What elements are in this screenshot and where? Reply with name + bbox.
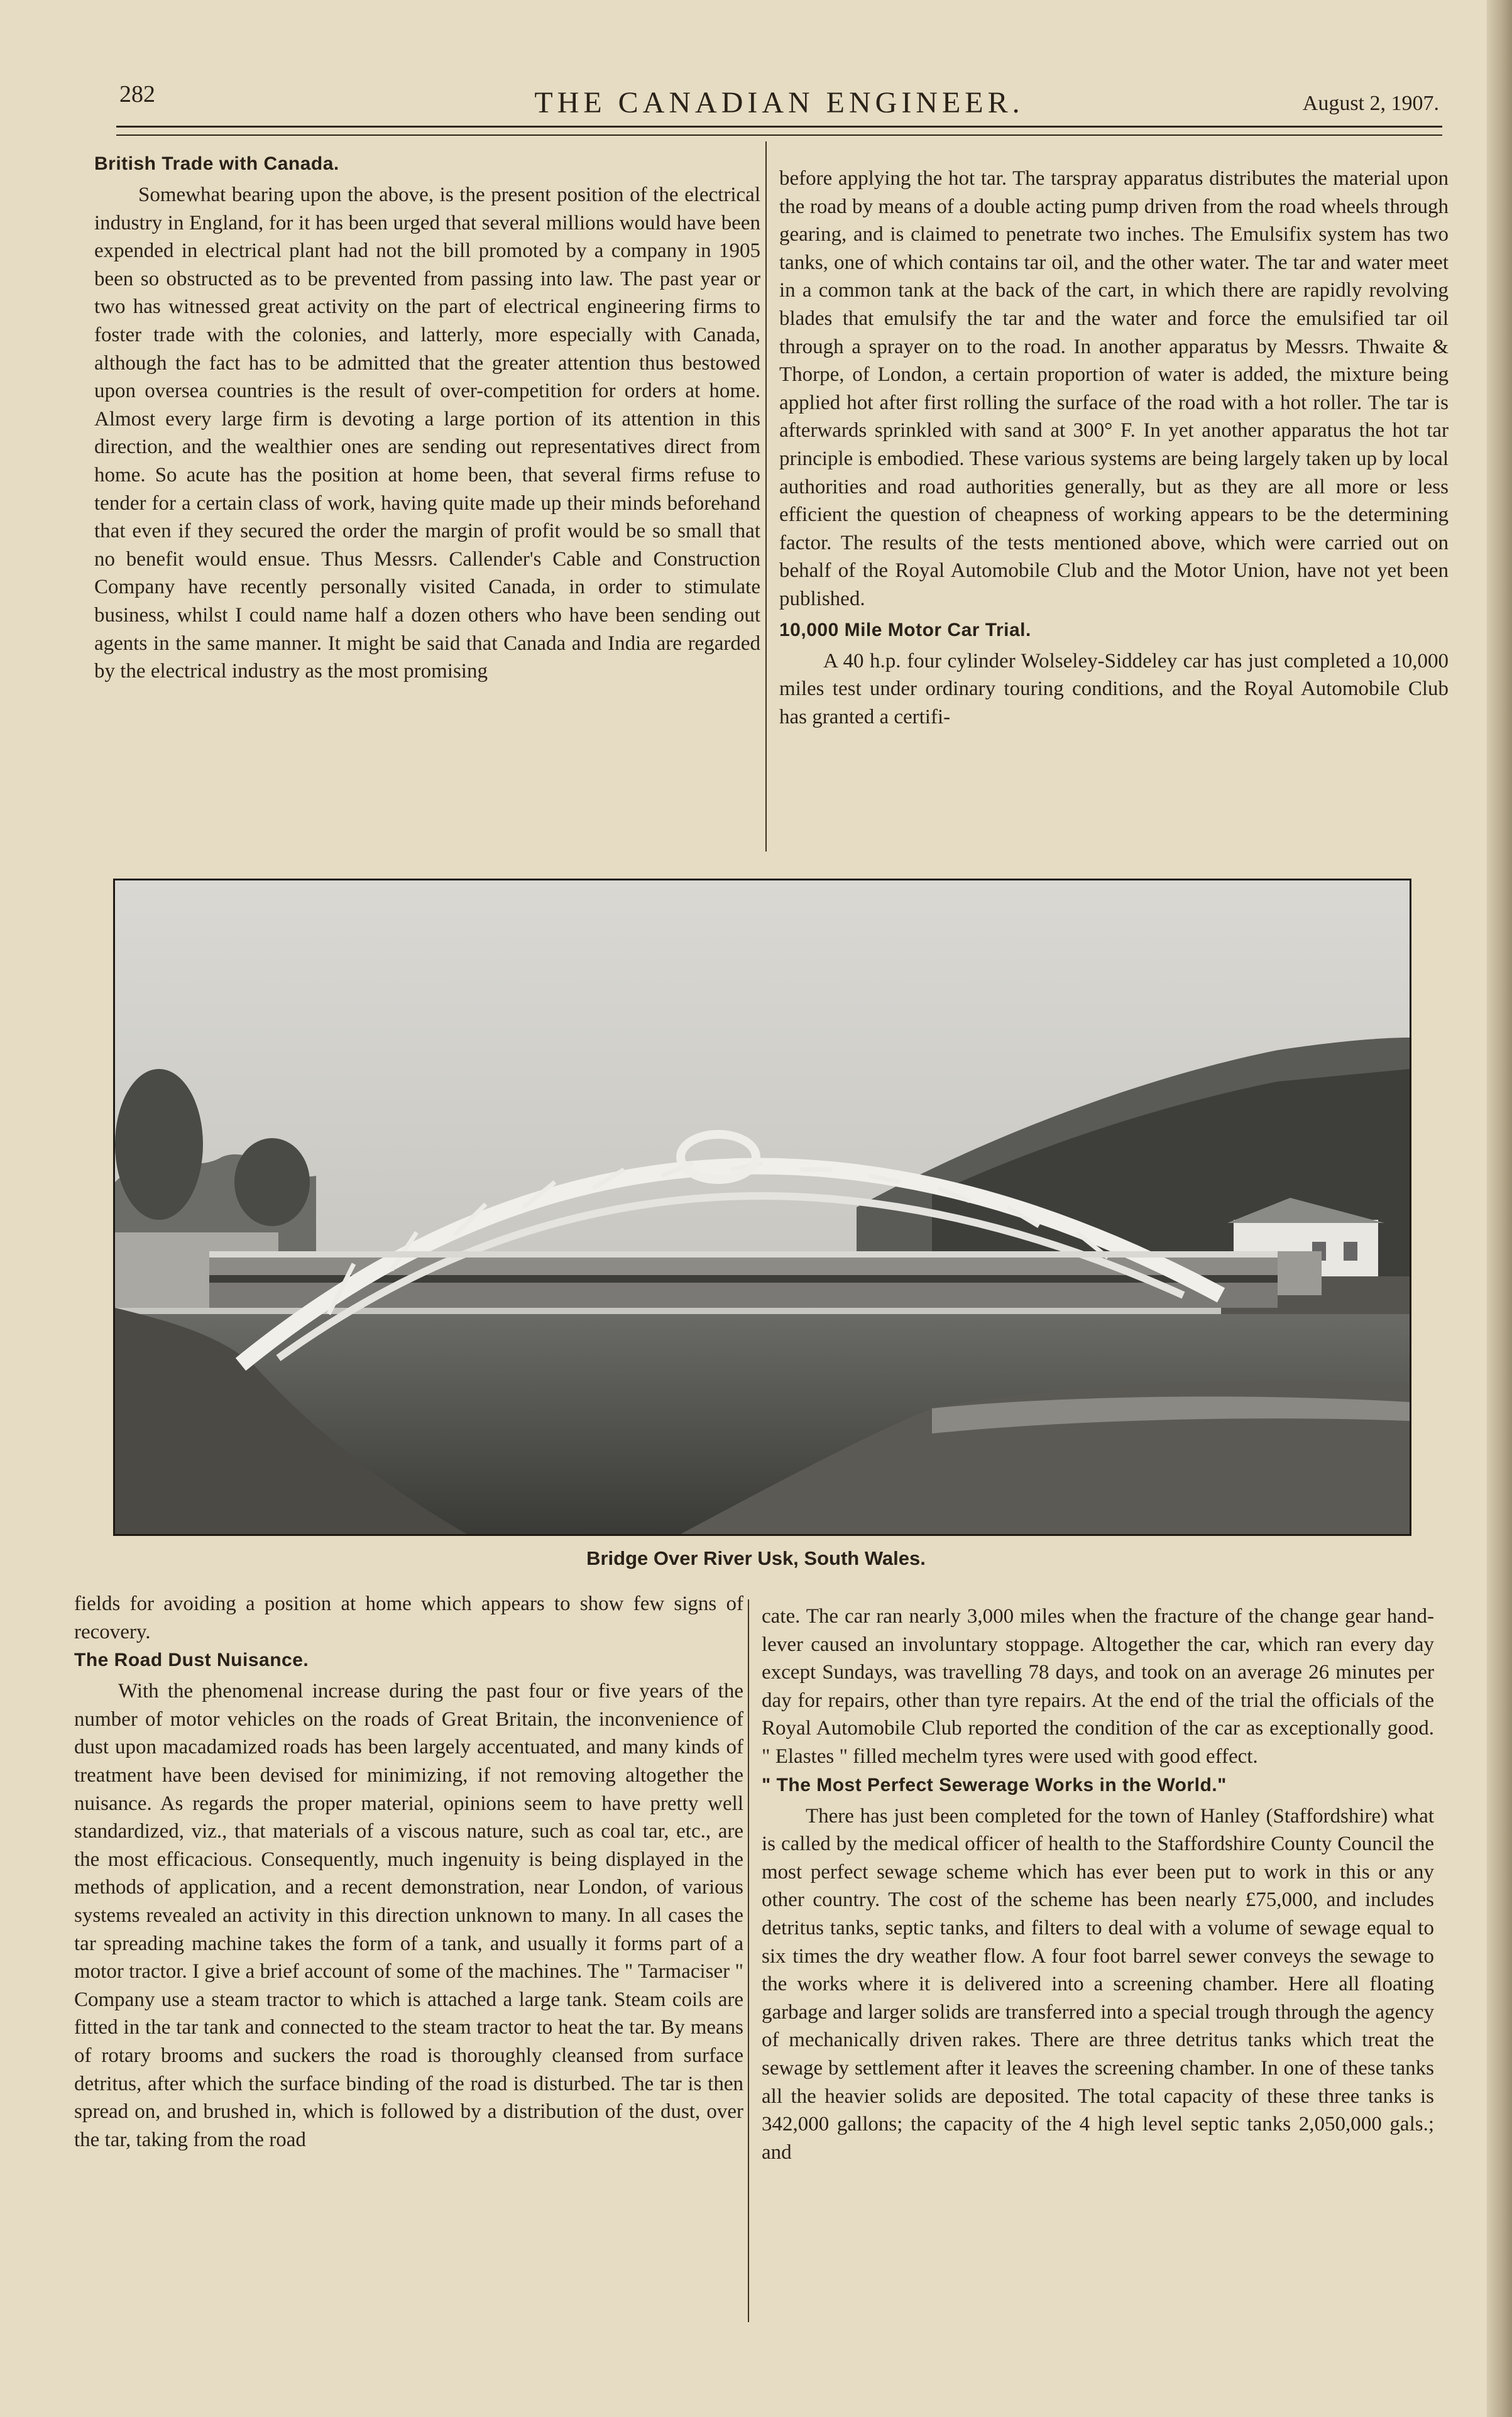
column-divider-bottom xyxy=(748,1599,749,2322)
photo-caption: Bridge Over River Usk, South Wales. xyxy=(586,1547,926,1569)
bridge-illustration xyxy=(115,880,1410,1534)
heading-sewerage-works: " The Most Perfect Sewerage Works in the World." xyxy=(762,1774,1227,1795)
column-bottom-right xyxy=(762,1603,1434,2166)
header-rule-top xyxy=(116,126,1442,128)
paragraph-tar-apparatus: before applying the hot tar. The tarspray apparatus distributes the material upon the road by means of a double acting pump driven from the road wheels through gearing, and is claimed to penetrate two inches. The Emulsifix system has two tanks, one of which contains tar oil, and the other water. The tar and water meet in a common tank at the back of the cart, in which there are rapidly revolving blades that emulsify the tar and the water and force the emulsified tar oil through a sprayer on to the road. In another apparatus by Messrs. Thwaite & Thorpe, of London, a certain proportion of water is added, the mixture being applied hot after first rolling the surface of the road with a hot roller. The tar is afterwards sprinkled with sand at 300° F. In yet another apparatus the hot tar principle is embodied. These various systems are being largely taken up by local authorities and road authorities generally, but as they are all more or less efficient the question of cheapness of working appears to be the determining factor. The results of the tests mentioned above, which were carried out on behalf of the Royal Automobile Club and the Motor Union, have not yet been published. xyxy=(779,167,1449,610)
heading-road-dust: The Road Dust Nuisance. xyxy=(74,1650,309,1671)
header-rule-bottom xyxy=(116,134,1442,136)
paragraph-sewerage-works: There has just been completed for the town of Hanley (Staffordshire) what is called by the medical officer of health to the Staffordshire County Council the most perfect sewage scheme which has ever been put to work in this or any other country. The cost of the scheme has been nearly £75,000, and includes detritus tanks, septic tanks, and filters to deal with a volume of sewage equal to six times the dry weather flow. A four foot barrel sewer conveys the sewage to the works where it is delivered into a screening chamber. Here all floating garbage and larger solids are transferred into a special trough through the agency of mechanically driven rakes. There are three detritus tanks which treat the sewage by settlement after it leaves the screening chamber. In one of these tanks all the heavier solids are deposited. The total capacity of these three tanks is 342,000 gallons; the capacity of the 4 high level septic tanks 2,050,000 gals.; and xyxy=(762,1804,1434,2164)
paragraph-road-dust: With the phenomenal increase during the past four or five years of the number of motor vehicles on the roads of Great Britain, the inconvenience of dust upon macadamized roads has been largely accentuated, and many kinds of treatment have been devised for minimizing, if not removing altogether the nuisance. As regards the proper material, opinions seem to have pretty well standardized, viz., that materials of a viscous nature, such as coal tar, etc., are the most efficacious. Consequently, much ingenuity is being displayed in the methods of application, and a recent demonstration, near London, of various systems revealed an activity in this direction unknown to many. In all cases the tar spreading machine takes the form of a tank, and usually it forms part of a motor tractor. I give a brief account of some of the machines. The " Tarmaciser " Company use a steam tractor to which is attached a large tank. Steam coils are fitted in the tar tank and connected to the steam tractor to heat the tar. By means of rotary brooms and suckers the road is thoroughly cleansed from surface detritus, after which the surface binding of the road is disturbed. The tar is then spread on, and brushed in, which is followed by a distribution of the dust, over the tar, taking from the road xyxy=(74,1680,743,2151)
paragraph-car-trial-cont: cate. The car ran nearly 3,000 miles when the fracture of the change gear hand-lever caused an involuntary stoppage. Altogether the car, which ran every day except Sundays, was travelling 78 days, and took on an average 26 minutes per day for repairs, other than tyre repairs. At the end of the trial the officials of the Royal Automobile Club reported the condition of the car as exceptionally good. " Elastes " filled mechelm tyres were used with good effect. xyxy=(762,1605,1434,1768)
page-binding-edge xyxy=(1487,0,1512,2417)
paragraph-motor-car-trial: A 40 h.p. four cylinder Wolseley-Siddeley car has just completed a 10,000 miles test under ordinary touring conditions, and the Royal Automobile Club has granted a certifi- xyxy=(779,649,1449,728)
issue-date: August 2, 1907. xyxy=(1302,92,1439,115)
page-number: 282 xyxy=(119,81,155,107)
paragraph-recovery: fields for avoiding a position at home which appears to show few signs of recovery. xyxy=(74,1592,743,1643)
bridge-photograph xyxy=(113,879,1411,1536)
column-top-left xyxy=(94,151,760,686)
column-top-right xyxy=(779,165,1449,731)
column-bottom-left xyxy=(74,1590,743,2154)
page-header xyxy=(119,80,1439,124)
heading-british-trade: British Trade with Canada. xyxy=(94,153,339,174)
column-divider-top xyxy=(765,141,767,852)
journal-title: THE CANADIAN ENGINEER. xyxy=(534,86,1024,119)
heading-motor-car-trial: 10,000 Mile Motor Car Trial. xyxy=(779,619,1031,640)
paragraph-british-trade: Somewhat bearing upon the above, is the present position of the electrical industry in England, for it has been urged that several millions would have been expended in electrical plant had not the bill promoted by a company in 1905 been so obstructed as to be prevented from passing into law. The past year or two has witnessed great activity on the part of electrical engineering firms to foster trade with the colonies, and latterly, more especially with Canada, although the fact has to be admitted that the greater attention thus bestowed upon oversea countries is the result of over-competition for orders at home. Almost every large firm is devoting a large portion of its attention in this direction, and the wealthier ones are sending out representatives direct from home. So acute has the position at home been, that several firms refuse to tender for a certain class of work, having quite made up their minds beforehand that even if they secured the order the margin of profit would be so small that no benefit would ensue. Thus Messrs. Callender's Cable and Construction Company have recently personally visited Canada, in order to stimulate business, whilst I could name half a dozen others who have been sending out agents in the same manner. It might be said that Canada and India are regarded by the electrical industry as the most promising xyxy=(94,184,760,683)
